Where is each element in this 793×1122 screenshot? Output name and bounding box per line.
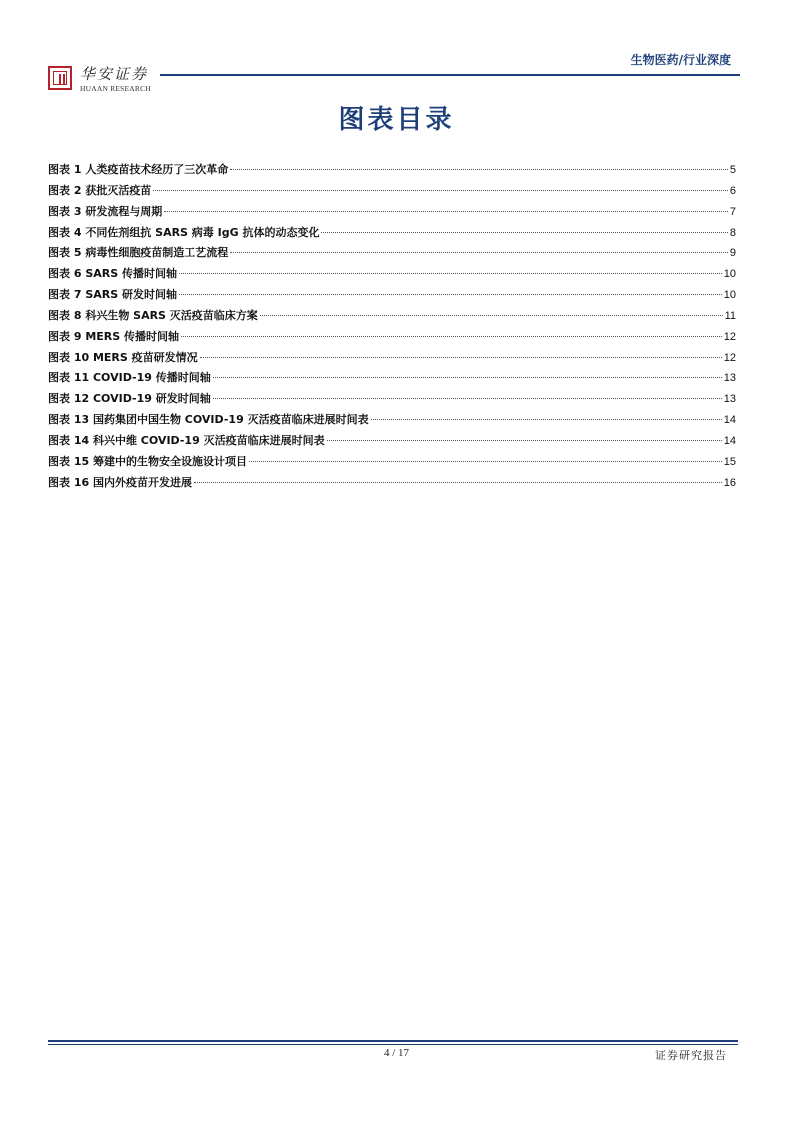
- toc-entry-page: 12: [723, 330, 736, 343]
- toc-leader-dots: [230, 168, 728, 170]
- toc-leader-dots: [327, 439, 722, 441]
- toc-leader-dots: [213, 397, 722, 399]
- toc-entry[interactable]: [48, 285, 736, 306]
- toc-entry[interactable]: [48, 202, 736, 223]
- toc-entry-label: 图表 10 MERS 疫苗研发情况: [48, 350, 198, 364]
- toc-leader-dots: [200, 356, 722, 358]
- toc-entry-label: 图表 9 MERS 传播时间轴: [48, 329, 179, 343]
- toc-leader-dots: [164, 210, 728, 212]
- company-logo: [48, 66, 72, 90]
- toc-entry-page: 15: [723, 455, 736, 468]
- toc-entry[interactable]: [48, 264, 736, 285]
- toc-entry-label: 图表 1 人类疫苗技术经历了三次革命: [48, 163, 229, 176]
- toc-leader-dots: [249, 460, 722, 462]
- toc-entry-label: 图表 2 获批灭活疫苗: [48, 183, 152, 197]
- report-category: 生物医药/行业深度: [630, 53, 731, 67]
- toc-entry-page: 14: [723, 414, 736, 427]
- toc-entry[interactable]: [48, 223, 736, 244]
- header-divider: [160, 74, 740, 76]
- toc-entry-page: 16: [723, 476, 736, 489]
- toc-entry-label: 图表 3 研发流程与周期: [48, 204, 163, 218]
- toc-entry-label: 图表 6 SARS 传播时间轴: [48, 267, 177, 281]
- brand-name-en: HUAAN RESEARCH: [80, 84, 151, 93]
- toc-leader-dots: [181, 335, 722, 337]
- toc-leader-dots: [230, 251, 728, 253]
- toc-entry[interactable]: [48, 452, 736, 473]
- toc-entry-label: 图表 7 SARS 研发时间轴: [48, 288, 177, 302]
- toc-entry[interactable]: [48, 368, 736, 389]
- toc-entry-label: 图表 12 COVID-19 研发时间轴: [48, 392, 211, 406]
- toc-entry-label: 图表 5 病毒性细胞疫苗制造工艺流程: [48, 246, 229, 260]
- toc-leader-dots: [371, 418, 722, 420]
- toc-entry-label: 图表 14 科兴中维 COVID-19 灭活疫苗临床进展时间表: [48, 433, 325, 447]
- toc-entry-label: 图表 4 不同佐剂组抗 SARS 病毒 IgG 抗体的动态变化: [48, 225, 320, 239]
- footer-label: 证券研究报告: [655, 1049, 727, 1062]
- toc-entry[interactable]: [48, 181, 736, 202]
- toc-entry-page: 8: [729, 226, 736, 239]
- toc-entry[interactable]: [48, 348, 736, 369]
- toc-leader-dots: [179, 293, 722, 295]
- toc-entry-label: 图表 16 国内外疫苗开发进展: [48, 475, 192, 489]
- toc-entry-page: 10: [723, 289, 736, 302]
- footer-divider-thin: [48, 1044, 738, 1045]
- toc-entry[interactable]: [48, 410, 736, 431]
- toc-entry-page: 13: [723, 372, 736, 385]
- toc-entry-page: 13: [723, 393, 736, 406]
- toc-entry-page: 14: [723, 434, 736, 447]
- toc-entry-page: 10: [723, 268, 736, 281]
- toc-entry-page: 9: [729, 247, 736, 260]
- toc-list: [48, 160, 736, 494]
- toc-entry[interactable]: [48, 160, 736, 181]
- brand-name-cn: 华安证券: [80, 65, 149, 83]
- toc-entry[interactable]: [48, 389, 736, 410]
- toc-entry-page: 7: [729, 205, 736, 218]
- page-title: 图表目录: [338, 105, 455, 135]
- toc-leader-dots: [321, 231, 727, 233]
- toc-leader-dots: [153, 189, 728, 191]
- toc-leader-dots: [260, 314, 723, 316]
- toc-entry-label: 图表 8 科兴生物 SARS 灭活疫苗临床方案: [48, 308, 258, 322]
- toc-leader-dots: [194, 481, 722, 483]
- page-number: 4 / 17: [383, 1047, 410, 1059]
- toc-entry[interactable]: [48, 306, 736, 327]
- toc-entry[interactable]: [48, 243, 736, 264]
- toc-entry[interactable]: [48, 327, 736, 348]
- toc-entry-page: 5: [729, 164, 736, 176]
- toc-entry-label: 图表 11 COVID-19 传播时间轴: [48, 371, 211, 385]
- footer-divider: [48, 1040, 738, 1042]
- toc-entry[interactable]: [48, 431, 736, 452]
- toc-entry-page: 12: [723, 351, 736, 364]
- toc-entry-page: 11: [724, 309, 736, 322]
- toc-leader-dots: [213, 376, 722, 378]
- toc-entry[interactable]: [48, 473, 736, 494]
- toc-entry-page: 6: [729, 184, 736, 197]
- toc-leader-dots: [179, 272, 722, 274]
- toc-entry-label: 图表 13 国药集团中国生物 COVID-19 灭活疫苗临床进展时间表: [48, 413, 369, 427]
- toc-entry-label: 图表 15 筹建中的生物安全设施设计项目: [48, 454, 247, 468]
